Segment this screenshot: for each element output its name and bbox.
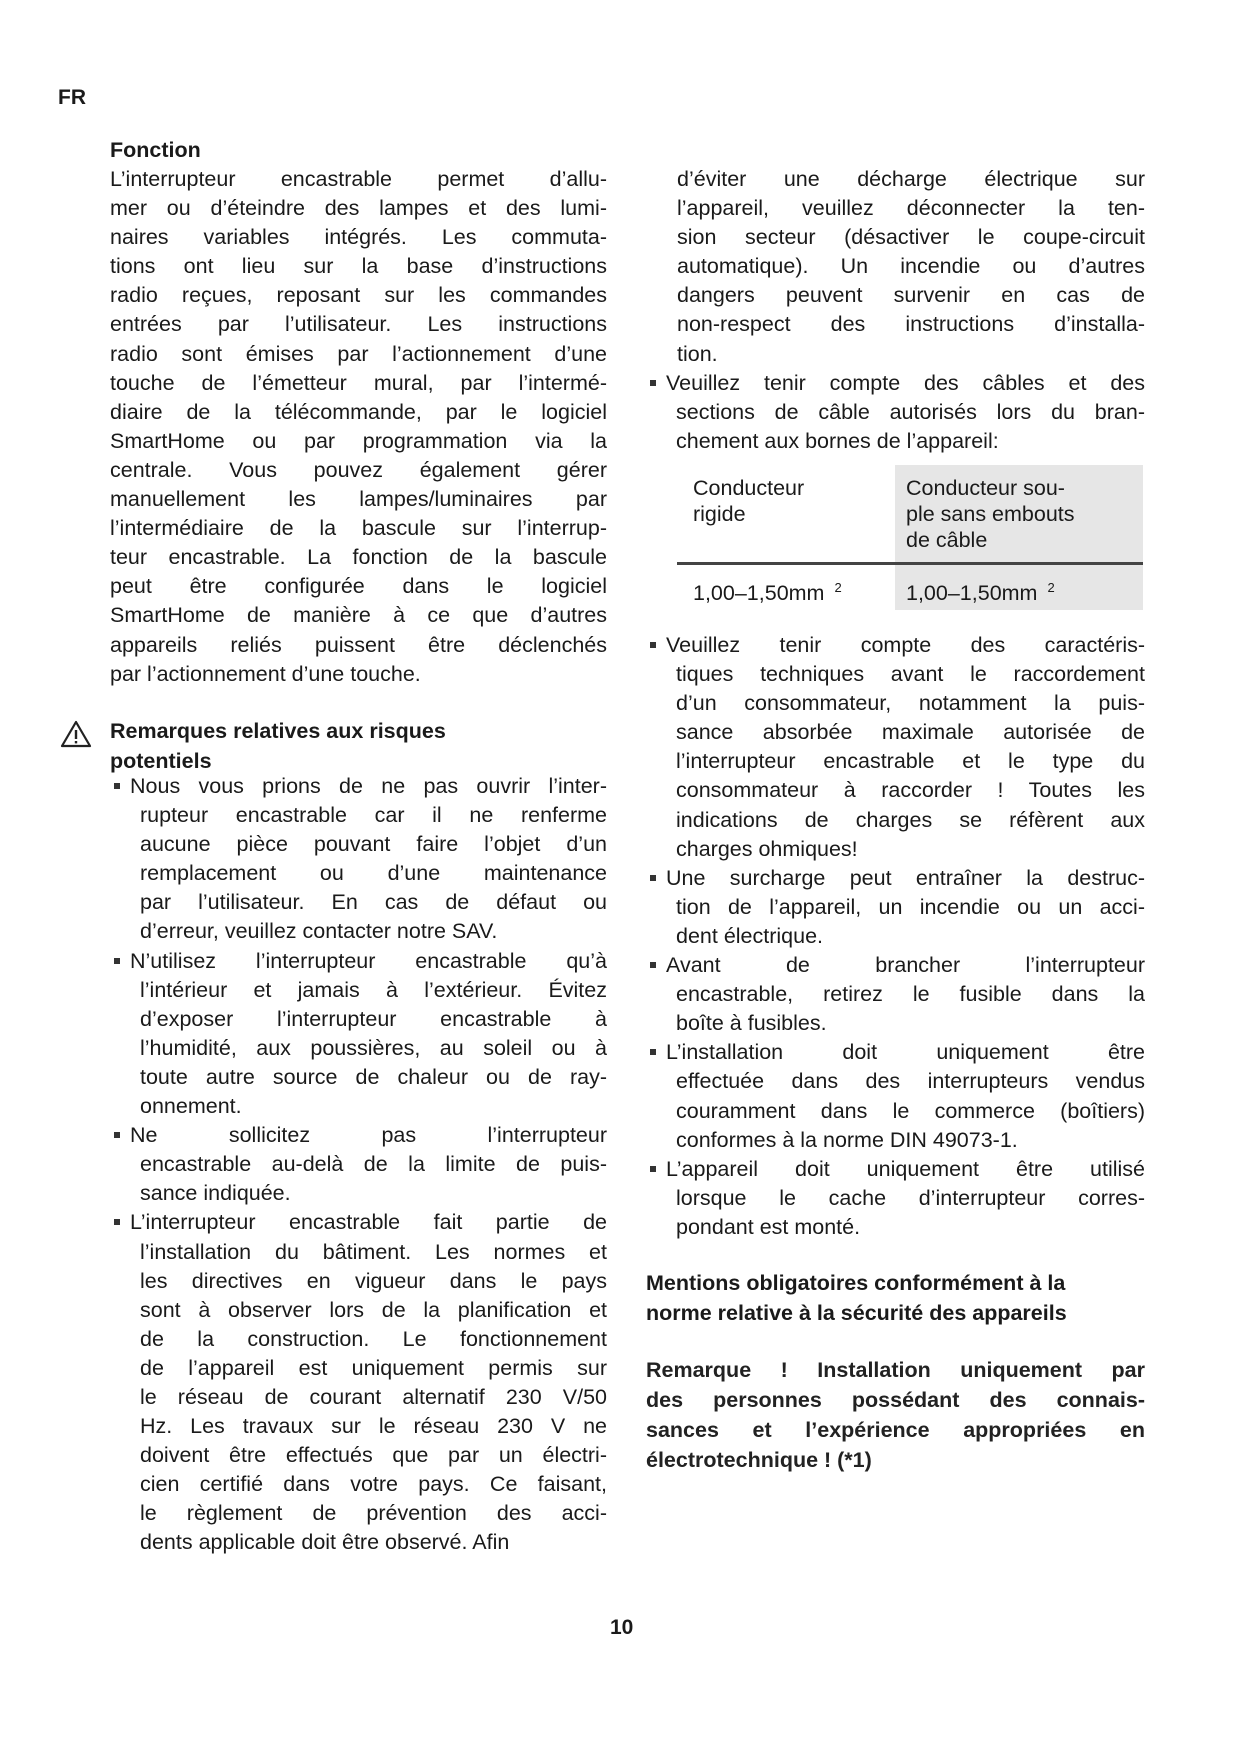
text-line: touche de l’émetteur mural, par l’intermé- (110, 370, 607, 395)
mentions-heading (646, 1268, 1145, 1328)
text-line: N’utilisez l’interrupteur encastrable qu’à (130, 948, 607, 973)
text-line: diaire de la télécommande, par le logiciel (110, 399, 607, 424)
text-line: de l’appareil est uniquement permis sur (140, 1355, 607, 1380)
text-line: encastrable, retirez le fusible dans la (676, 982, 1145, 1007)
text-line: le réseau de courant alternatif 230 V/50 (140, 1384, 607, 1409)
bullet-icon (650, 962, 656, 968)
bullet-icon (114, 1132, 120, 1138)
text-line: des personnes possédant des connais- (646, 1388, 1145, 1412)
text-line: lorsque le cache d’interrupteur corres- (676, 1185, 1145, 1210)
value-text: 1,00–1,50mm (693, 581, 825, 605)
text-line: naires variables intégrés. Les commuta- (110, 225, 607, 250)
page-number: 10 (610, 1616, 634, 1639)
text-line: L’appareil doit uniquement être utilisé (666, 1156, 1145, 1181)
text-line: cien certifié dans votre pays. Ce faisant, (140, 1472, 607, 1497)
text-line: toute autre source de chaleur ou de ray- (140, 1064, 607, 1089)
text-line: tion. (677, 341, 718, 366)
text-line: Remarques relatives aux risques (110, 719, 446, 743)
text-line: l’intérieur et jamais à l’extérieur. Évitez (140, 977, 607, 1002)
text-line: entrées par l’utilisateur. Les instructions (110, 312, 607, 337)
bullet-item (666, 369, 1145, 456)
text-line: doivent être effectués que par un électri- (140, 1443, 607, 1468)
text-line: d’exposer l’interrupteur encastrable à (140, 1006, 607, 1031)
bullet-icon (650, 642, 656, 648)
text-line: centrale. Vous pouvez également gérer (110, 457, 607, 482)
text-line: appareils reliés puissent être déclenchés (110, 632, 607, 657)
text-line: peut être configurée dans le logiciel (110, 574, 607, 599)
text-line: boîte à fusibles. (676, 1011, 827, 1036)
bullet-item (666, 864, 1145, 951)
text-line: encastrable au-delà de la limite de puis- (140, 1152, 607, 1177)
text-line: Ne sollicitez pas l’interrupteur (130, 1123, 607, 1148)
text-line: potentiels (110, 749, 212, 773)
text-line: l’intermédiaire de la bascule sur l’interrup- (110, 516, 607, 541)
bullet-icon (114, 1219, 120, 1225)
text-line: Veuillez tenir compte des caractéris- (666, 633, 1145, 657)
text-line: SmartHome ou par programmation via la (110, 428, 607, 453)
text-line: dents applicable doit être observé. Afin (140, 1530, 510, 1555)
text-line: chement aux bornes de l’appareil: (676, 429, 999, 454)
text-line: Mentions obligatoires conformément à la (646, 1271, 1066, 1295)
technical-bullet-list (666, 631, 1145, 1242)
text-line: dent électrique. (676, 923, 824, 948)
bullet-item (130, 947, 607, 1122)
text-line: sion secteur (désactiver le coupe-circuit (677, 225, 1145, 250)
text-line: aucune pièce pouvant faire l’objet d’un (140, 832, 607, 857)
text-line: mer ou d’éteindre des lampes et des lumi- (110, 196, 607, 221)
text-line: sances et l’expérience appropriées en (646, 1418, 1145, 1442)
text-line: non-respect des instructions d’installa- (677, 312, 1145, 337)
text-line: Hz. Les travaux sur le réseau 230 V ne (140, 1414, 607, 1439)
bullet-item (666, 1155, 1145, 1242)
text-line: d’erreur, veuillez contacter notre SAV. (140, 919, 498, 944)
bullet-item (666, 951, 1145, 1038)
text-line: conformes à la norme DIN 49073-1. (676, 1127, 1018, 1152)
bullet-item (130, 772, 607, 947)
bullet-item (666, 1038, 1145, 1154)
text-line: teur encastrable. La fonction de la bascule (110, 545, 607, 570)
text-line: sance absorbée maximale autorisée de (676, 720, 1145, 745)
bullet-item (130, 1208, 607, 1557)
text-line: indications de charges se réfèrent aux (676, 807, 1145, 832)
text-line: Remarque ! Installation uniquement par (646, 1358, 1145, 1382)
table-header-rule (677, 562, 1143, 565)
text-line: le règlement de prévention des acci- (140, 1501, 607, 1526)
text-line: onnement. (140, 1094, 242, 1119)
text-line: manuellement les lampes/luminaires par (110, 487, 607, 512)
cable-section-table (677, 465, 1143, 610)
text-line: Une surcharge peut entraîner la destruc- (666, 865, 1145, 890)
text-line: radio reçues, reposant sur les commandes (110, 283, 607, 308)
text-line: effectuée dans des interrupteurs vendus (676, 1069, 1145, 1094)
text-line: les directives en vigueur dans le pays (140, 1268, 607, 1293)
text-line: l’installation du bâtiment. Les normes et (140, 1239, 607, 1264)
warning-heading (110, 716, 607, 776)
table-header-rigid: Conducteur rigide (693, 476, 805, 526)
text-line: sections de câble autorisés lors du bran- (676, 400, 1145, 425)
text-line: Avant de brancher l’interrupteur (666, 953, 1145, 978)
text-line: radio sont émises par l’actionnement d’une (110, 341, 607, 366)
text-line: remplacement ou d’une maintenance (140, 861, 607, 886)
bullet-icon (650, 1049, 656, 1055)
bullet-item (130, 1121, 607, 1208)
table-header-flexible: Conducteur sou- ple sans embouts de câble (906, 476, 1075, 552)
text-line: Veuillez tenir compte des câbles et des (666, 371, 1145, 395)
superscript: 2 (1047, 580, 1055, 595)
safety-paragraph-continued (677, 165, 1145, 369)
text-line: d’éviter une décharge électrique sur (677, 167, 1145, 191)
section-heading-fonction: Fonction (110, 138, 201, 162)
table-cell-flexible (906, 575, 1055, 606)
text-line: rupteur encastrable car il ne renferme (140, 803, 607, 828)
text-line: L’installation doit uniquement être (666, 1040, 1145, 1065)
bullet-icon (650, 380, 656, 386)
text-line: de la construction. Le fonctionnement (140, 1326, 607, 1351)
text-line: tion de l’appareil, un incendie ou un acci- (676, 894, 1145, 919)
text-line: charges ohmiques! (676, 836, 858, 861)
text-line: norme relative à la sécurité des appareils (646, 1301, 1067, 1325)
text-line: dangers peuvent survenir en cas de (677, 283, 1145, 308)
cable-bullet-list (666, 369, 1145, 456)
remarque-paragraph (646, 1355, 1145, 1475)
text-line: d’un consommateur, notamment la puis- (676, 691, 1145, 716)
text-line: l’humidité, aux poussières, au soleil ou à (140, 1035, 607, 1060)
fonction-paragraph (110, 165, 607, 689)
text-line: L’interrupteur encastrable fait partie de (130, 1210, 607, 1235)
text-line: par l’utilisateur. En cas de défaut ou (140, 890, 607, 915)
text-line: tions ont lieu sur la base d’instructions (110, 254, 607, 279)
bullet-icon (650, 1166, 656, 1172)
text-line: SmartHome de manière à ce que d’autres (110, 603, 607, 628)
text-line: l’appareil, veuillez déconnecter la ten- (677, 196, 1145, 221)
bullet-icon (650, 875, 656, 881)
text-line: pondant est monté. (676, 1214, 861, 1239)
text-line: l’interrupteur encastrable et le type du (676, 749, 1145, 774)
text-line: sance indiquée. (140, 1181, 291, 1206)
text-line: par l’actionnement d’une touche. (110, 661, 421, 686)
text-line: automatique). Un incendie ou d’autres (677, 254, 1145, 279)
value-text: 1,00–1,50mm (906, 581, 1038, 605)
text-line: L’interrupteur encastrable permet d’allu- (110, 167, 607, 191)
language-code: FR (58, 86, 86, 109)
text-line: sont à observer lors de la planification et (140, 1297, 607, 1322)
text-line: couramment dans le commerce (boîtiers) (676, 1098, 1145, 1123)
superscript: 2 (834, 580, 842, 595)
warning-bullet-list (130, 772, 607, 1558)
table-cell-rigid (693, 575, 842, 606)
bullet-item (666, 631, 1145, 864)
warning-icon (60, 720, 92, 748)
text-line: tiques techniques avant le raccordement (676, 662, 1145, 687)
bullet-icon (114, 958, 120, 964)
text-line: consommateur à raccorder ! Toutes les (676, 778, 1145, 803)
text-line: Nous vous prions de ne pas ouvrir l’inter- (130, 774, 607, 798)
bullet-icon (114, 783, 120, 789)
text-line: électrotechnique ! (*1) (646, 1448, 872, 1472)
